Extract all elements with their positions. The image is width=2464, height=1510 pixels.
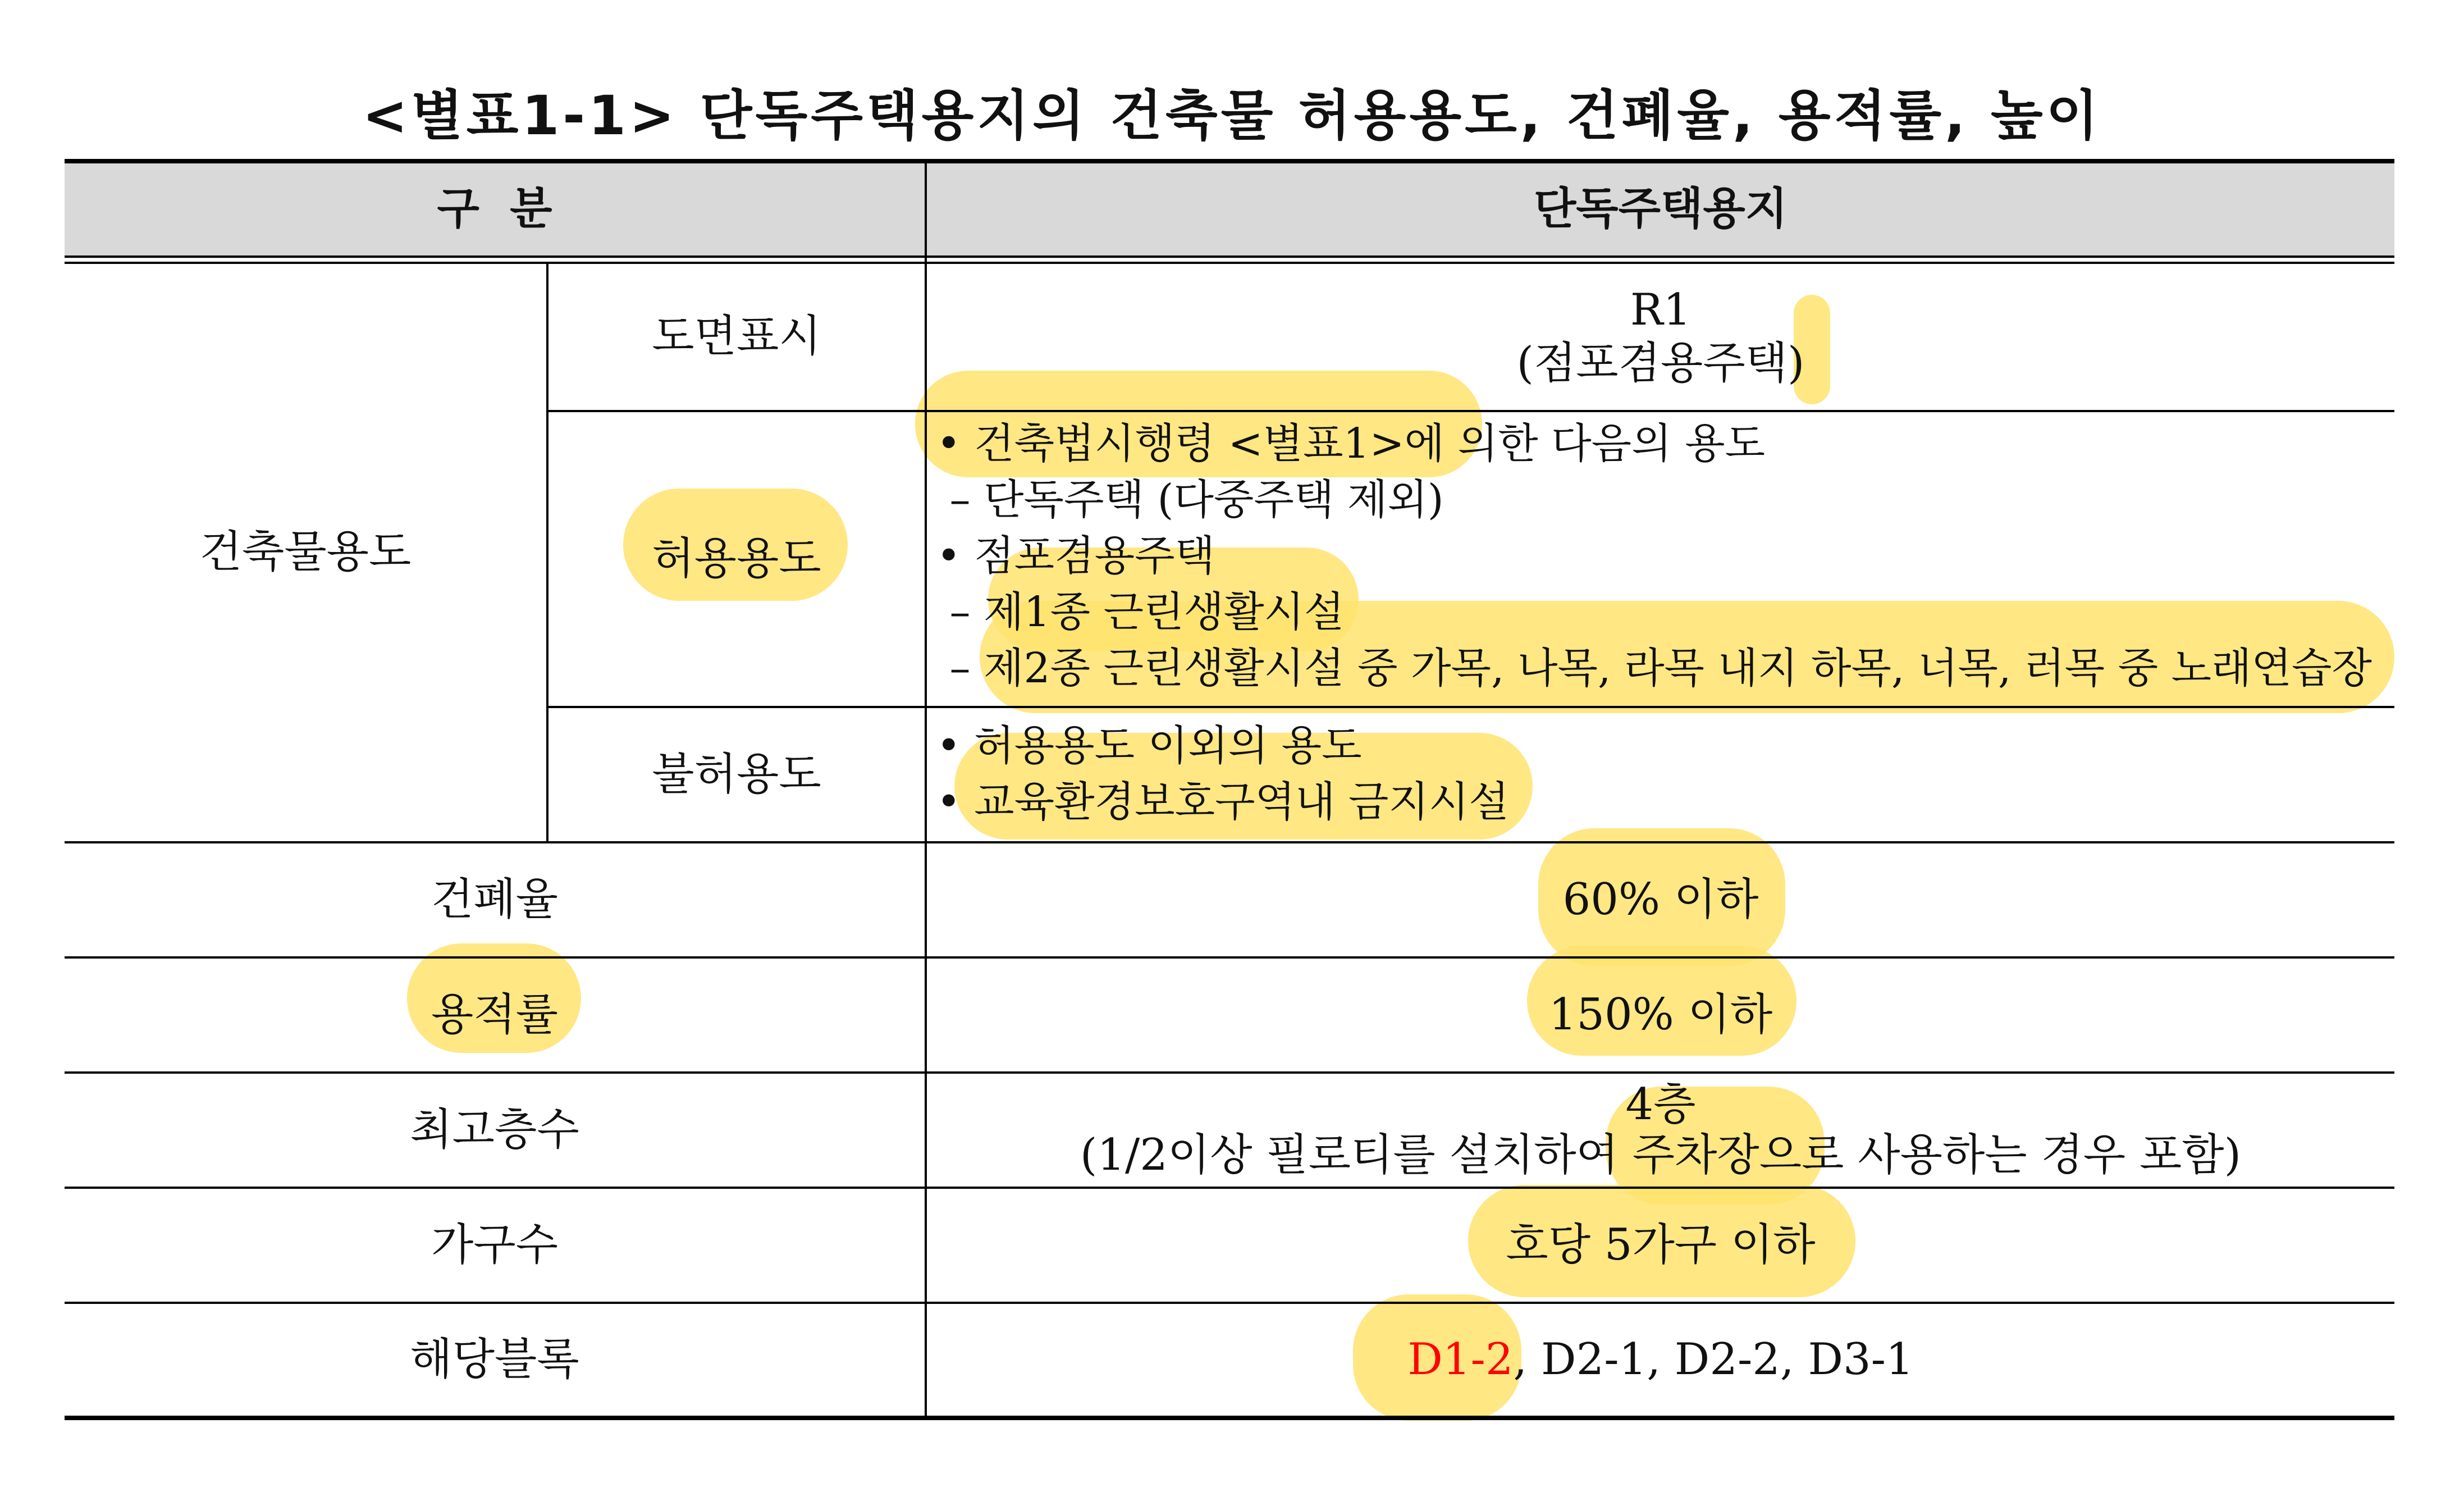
coverage-label: 건폐율 xyxy=(431,874,559,925)
floors-note: (1/2이상 필로티를 설치하여 주차장으로 사용하는 경우 포함) xyxy=(1080,1129,2242,1180)
far-value: 150% 이하 xyxy=(1548,989,1773,1040)
list-item: – 제1종 근린생활시설 xyxy=(936,588,1345,636)
floors-value xyxy=(927,1074,2394,1187)
map-notation-description: (점포겸용주택) xyxy=(1516,338,1805,389)
table-bottom-rule xyxy=(65,1416,2394,1420)
floors-count: 4층 xyxy=(1625,1079,1696,1130)
households-value: 호당 5가구 이하 xyxy=(1506,1219,1816,1270)
coverage-value: 60% 이하 xyxy=(1562,874,1759,925)
list-item: – 제2종 근린생활시설 중 가목, 나목, 라목 내지 하목, 너목, 러목 중 노래연습장 xyxy=(936,644,2372,692)
blocks-value xyxy=(927,1304,2394,1416)
permitted-use-list xyxy=(936,416,2372,696)
list-item: • 교육환경보호구역내 금지시설 xyxy=(936,778,1509,826)
map-notation-label: 도면표시 xyxy=(652,311,821,362)
header-zone: 단독주택용지 xyxy=(1533,184,1788,235)
prohibited-use-list xyxy=(936,718,1509,830)
map-notation-code: R1 xyxy=(1630,284,1692,335)
households-label: 가구수 xyxy=(431,1219,559,1270)
list-item: • 건축법시행령 <별표1>에 의한 다음의 용도 xyxy=(936,419,1766,468)
building-use-label: 건축물용도 xyxy=(199,527,412,578)
prohibited-use-label: 불허용도 xyxy=(652,749,821,800)
table-top-rule xyxy=(65,159,2394,163)
header-category: 구 분 xyxy=(437,184,552,235)
far-label: 용적률 xyxy=(431,989,559,1040)
table-title: <별표1-1> 단독주택용지의 건축물 허용용도, 건폐율, 용적률, 높이 xyxy=(362,84,2102,147)
other-blocks: , D2-1, D2-2, D3-1 xyxy=(1513,1334,1914,1385)
permitted-use-label: 허용용도 xyxy=(652,533,821,584)
list-item: • 점포겸용주택 xyxy=(936,532,1215,580)
highlighted-block: D1-2 xyxy=(1407,1334,1514,1385)
header-rule-upper xyxy=(65,256,2394,258)
list-item: – 단독주택 (다중주택 제외) xyxy=(936,476,1444,524)
floors-label: 최고층수 xyxy=(410,1104,579,1155)
blocks-label: 해당블록 xyxy=(410,1334,579,1385)
list-item: • 허용용도 이외의 용도 xyxy=(936,722,1362,770)
map-notation-value xyxy=(927,264,2394,410)
